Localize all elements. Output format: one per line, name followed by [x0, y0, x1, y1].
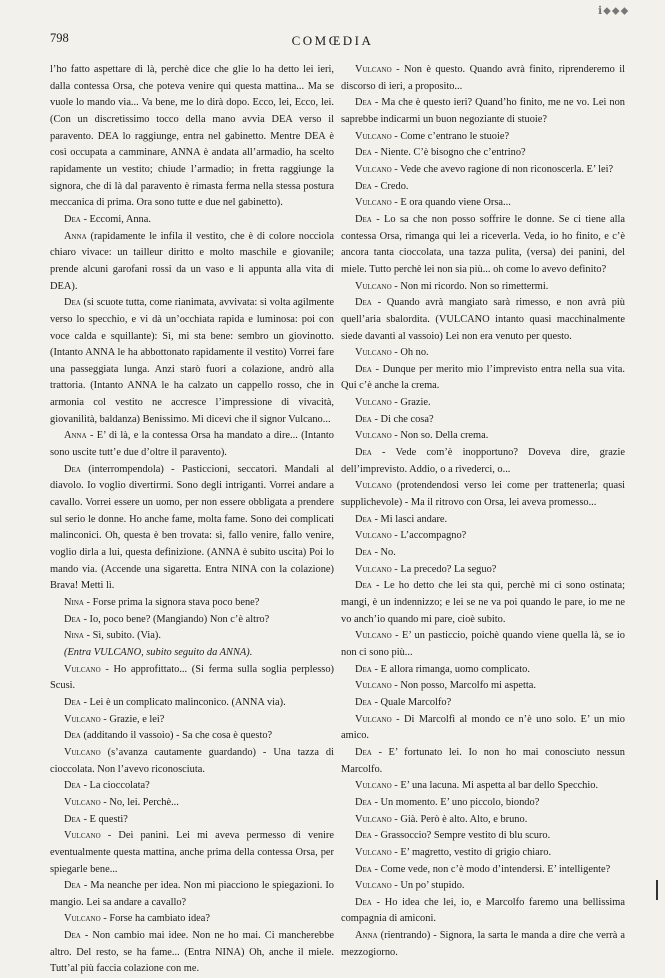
dialogue-line	[50, 778, 334, 795]
line-text: (interrompendola) - Pasticcioni, seccatori. Mandali al diavolo. Io voglio divertirmi. Sono degli intriganti. Vorrei andare a cavallo. Vorrei essere un uomo, per non essere obbligata a prendere sul serio le donne. Ho anche fame, molta fame. Sono dei complicati malinconici. Oh, questa è ben trovata: sì, fallo venire, fallo venire, voglio dirla a lui, questa definizione. (ANNA è subito uscita) Poi lo mando via. (Accende una sigaretta. Entra NINA con la colazione) Brava! Metti lì.	[50, 463, 334, 592]
dialogue-line	[341, 745, 625, 778]
line-text: - Un po’ stupido.	[391, 880, 465, 892]
dialogue-line	[50, 795, 334, 812]
speaker-name: Dea	[64, 613, 81, 625]
speaker-name: Vulcano	[355, 680, 392, 692]
line-text: (si scuote tutta, come rianimata, avvivata: si volta agilmente verso lo specchio, e vi dà un’occhiata rapida e luminosa: poi con voce calda e squillante): Sì, mi sta bene: sembro un giovinotto. (Intanto ANNA le ha abbottonato rapidamente il vestito) Vorrei fare una passeggiata lunga. Anzi starò fuori a colazione, andrò alla trattoria. (Intanto ANNA le ha calzato un cappello rosso, che in armonia col vestito ne accresce l’impressione di vivacità, giovanilità, baldanza) Benissimo. Mi dicevi che il signor Vulcano...	[50, 297, 334, 425]
line-text: - E’ un pasticcio, poichè quando viene quella là, se io non ci sono più...	[341, 630, 625, 658]
speaker-name: Dea	[355, 696, 372, 708]
speaker-name: Dea	[355, 447, 372, 459]
dialogue-line	[341, 212, 625, 279]
dialogue-line	[50, 295, 334, 428]
line-text: - Non posso, Marcolfo mi aspetta.	[391, 680, 536, 692]
speaker-name: Dea	[64, 213, 81, 225]
speaker-name: Dea	[355, 547, 372, 559]
line-text: (additando il vassoio) - Sa che cosa è questo?	[80, 730, 273, 742]
speaker-name: Dea	[355, 363, 372, 375]
line-text: - Forse ha cambiato idea?	[100, 913, 211, 925]
line-text: - Come vede, non c’è modo d’intendersi. E’ intelligente?	[371, 863, 611, 875]
page-number: 798	[50, 31, 69, 45]
line-text: - E’ fortunato lei. Io non ho mai conosciuto nessun Marcolfo.	[341, 746, 625, 775]
speaker-name: Dea	[355, 180, 372, 192]
line-text: - Quale Marcolfo?	[371, 696, 452, 708]
dialogue-line	[341, 145, 625, 162]
speaker-name: Vulcano	[355, 530, 392, 542]
line-text: - E’ una lacuna. Mi aspetta al bar dello Specchio.	[391, 780, 599, 792]
speaker-name: Vulcano	[355, 880, 392, 892]
line-text: - Non è questo. Quando avrà finito, riprenderemo il discorso di ieri, a proposito...	[341, 64, 625, 92]
speaker-name: Vulcano	[64, 796, 101, 808]
dialogue-line	[341, 578, 625, 628]
line-text: - No.	[371, 547, 396, 559]
speaker-name: Vulcano	[355, 163, 392, 175]
dialogue-line	[341, 828, 625, 845]
speaker-name: Dea	[64, 813, 81, 825]
speaker-name: Dea	[64, 780, 81, 792]
dialogue-line	[341, 512, 625, 529]
speaker-name: Vulcano	[64, 663, 101, 675]
dialogue-line	[50, 911, 334, 928]
dialogue-line	[50, 878, 334, 911]
dialogue-line	[341, 279, 625, 296]
dialogue-line	[341, 362, 625, 395]
speaker-name: Vulcano	[355, 280, 392, 292]
speaker-name: Vulcano	[355, 347, 392, 359]
line-text: - Grazie, e lei?	[100, 713, 165, 725]
dialogue-line	[341, 695, 625, 712]
dialogue-line	[341, 562, 625, 579]
dialogue-line	[50, 612, 334, 629]
running-head: COMŒDIA	[291, 33, 374, 48]
dialogue-line	[50, 212, 334, 229]
speaker-name: Nina	[64, 597, 84, 608]
dialogue-line	[341, 678, 625, 695]
line-text: (Entra VULCANO, subito seguito da ANNA).	[64, 646, 253, 658]
dialogue-line	[50, 628, 334, 645]
line-text: - Già. Però è alto. Alto, e bruno.	[391, 813, 528, 825]
speaker-name: Vulcano	[355, 813, 392, 825]
speaker-name: Dea	[355, 97, 372, 109]
dialogue-line	[341, 428, 625, 445]
line-text: - Ho approfittato... (Si ferma sulla soglia perplesso) Scusi.	[50, 663, 334, 692]
dialogue-line	[341, 812, 625, 829]
dialogue-line	[341, 862, 625, 879]
speaker-name: Vulcano	[355, 64, 392, 75]
dialogue-line	[341, 162, 625, 179]
dialogue-line	[341, 528, 625, 545]
corner-mark: ℹ⬥⬥⬥	[598, 5, 630, 17]
line-text: - Dei panini. Lei mi aveva permesso di venire eventualmente questa mattina, anche prima della contessa Orsa, per spiegarle bene...	[50, 830, 334, 875]
line-text: - Dunque per merito mio l’imprevisto entra nella sua vita. Qui c’è anche la crema.	[341, 363, 625, 392]
line-text: - Lo sa che non posso soffrire le donne. Se ci tiene alla contessa Orsa, rimanga qui lei a riceverla. Veda, io ho finito, e c’è ancora tanta cioccolata, una tazza pulita, (versa) dei panini, del miele. Tutto perchè lei non sia più... oh come lo avevo definito?	[341, 213, 625, 275]
line-text: l’ho fatto aspettare di là, perchè dice che glie lo ha detto lei ieri, dalla contessa Orsa, che poteva venire qui questa mattina... Ma se vuole lo mando via... Va bene, me lo dirà dopo. Ecco, lei, Ecco, lei. (Con un discretissimo tocco della mano avvia DEA verso il paravento. DEA lo raggiunge, entra nel gabinetto. Mentre DEA è così occupata a camminare, ANNA è andata all’armadio, ha scelto rapidamente un vestito; chiude l’armadio; in fretta raggiunge la signora, che di là dal paravento è rimasta ferma nella stessa postura meccanica di prima. Ora sono tutte e due nel gabinetto).	[50, 64, 334, 209]
line-text: - Mi lasci andare.	[371, 513, 448, 525]
line-text: - E’ di là, e la contessa Orsa ha mandato a dire... (Intanto sono uscite tutt’e due d’oltre il paravento).	[50, 430, 334, 459]
dialogue-line	[341, 295, 625, 345]
line-text: - Vede che avevo ragione di non riconoscerla. E’ lei?	[391, 163, 614, 175]
dialogue-line	[341, 345, 625, 362]
speaker-name: Dea	[355, 796, 372, 808]
speaker-name: Vulcano	[355, 130, 392, 142]
dialogue-line	[341, 412, 625, 429]
line-text: - Non so. Della crema.	[391, 430, 489, 442]
dialogue-line	[341, 545, 625, 562]
speaker-name: Vulcano	[355, 480, 392, 492]
speaker-name: Dea	[64, 930, 81, 942]
speaker-name: Dea	[64, 730, 81, 742]
dialogue-line	[341, 62, 625, 95]
line-text: - Forse prima la signora stava poco bene?	[83, 597, 260, 608]
line-text: - La cioccolata?	[80, 780, 150, 792]
speaker-name: Anna	[355, 930, 378, 942]
line-text: - L’accompagno?	[391, 530, 467, 542]
line-text: - Vede com’è inopportuno? Doveva dire, grazie dell’imprevisto. Addio, o a rivederci, o...	[341, 447, 625, 475]
dialogue-line	[341, 478, 625, 511]
dialogue-line	[341, 445, 625, 478]
line-text: - Grazie.	[391, 397, 431, 409]
dialogue-line	[341, 195, 625, 212]
line-text: - Sì, subito. (Via).	[83, 630, 161, 642]
speaker-name: Dea	[355, 580, 372, 592]
dialogue-line	[341, 628, 625, 661]
dialogue-line	[50, 595, 334, 612]
line-text: - Niente. C’è bisogno che c’entrino?	[371, 147, 526, 159]
line-text: - Di Marcolfi al mondo ce n’è uno solo. E’ un mio amico.	[341, 713, 625, 742]
speaker-name: Dea	[355, 896, 372, 908]
line-text: - E’ magretto, vestito di grigio chiaro.	[391, 846, 552, 858]
speaker-name: Nina	[64, 630, 84, 642]
line-text: - E allora rimanga, uomo complicato.	[371, 663, 530, 675]
dialogue-line	[50, 928, 334, 978]
speaker-name: Dea	[355, 413, 372, 425]
dialogue-line	[50, 229, 334, 296]
dialogue-line	[50, 462, 334, 595]
line-text: - No, lei. Perchè...	[100, 796, 179, 808]
line-text: - Quando avrà mangiato sarà rimesso, e non avrà più quell’aria sbalordita. (VULCANO intanto quasi macchinalmente siede davanti al vassoio) Lei non era venuto per questo.	[341, 297, 625, 342]
speaker-name: Vulcano	[355, 197, 392, 209]
speaker-name: Dea	[64, 696, 81, 708]
speaker-name: Dea	[64, 463, 81, 475]
line-text: - Oh no.	[391, 347, 429, 359]
line-text: - Un momento. E’ uno piccolo, biondo?	[371, 796, 540, 808]
line-text: - Ma neanche per idea. Non mi piacciono le spiegazioni. Io mangio. Lei sa andare a cavallo?	[50, 880, 334, 908]
speaker-name: Dea	[355, 746, 372, 758]
line-text: (s’avanza cautamente guardando) - Una tazza di cioccolata. Non l’avevo riconosciuta.	[50, 746, 334, 775]
speaker-name: Vulcano	[64, 913, 101, 925]
continued-paragraph	[50, 62, 334, 212]
right-column	[341, 62, 625, 961]
stage-direction	[50, 645, 334, 662]
speaker-name: Vulcano	[355, 430, 392, 442]
line-text: - Eccomi, Anna.	[80, 213, 151, 225]
line-text: - Credo.	[371, 180, 409, 192]
speaker-name: Dea	[355, 147, 372, 159]
dialogue-line	[50, 728, 334, 745]
speaker-name: Dea	[355, 830, 372, 842]
line-text: - Grassoccio? Sempre vestito di blu scuro.	[371, 830, 551, 842]
dialogue-line	[341, 395, 625, 412]
page-edge-mark	[656, 880, 658, 900]
dialogue-line	[341, 129, 625, 146]
dialogue-line	[341, 662, 625, 679]
dialogue-line	[341, 712, 625, 745]
line-text: - Ho idea che lei, io, e Marcolfo faremo una bellissima compagnia di amiconi.	[341, 896, 625, 925]
dialogue-line	[341, 179, 625, 196]
dialogue-line	[50, 662, 334, 695]
line-text: - Come c’entrano le stuoie?	[391, 130, 510, 142]
dialogue-line	[50, 712, 334, 729]
speaker-name: Vulcano	[64, 830, 101, 842]
speaker-name: Vulcano	[355, 397, 392, 409]
speaker-name: Vulcano	[355, 846, 392, 858]
speaker-name: Dea	[355, 513, 372, 525]
left-column	[50, 62, 334, 978]
speaker-name: Vulcano	[355, 780, 392, 792]
dialogue-line	[341, 778, 625, 795]
line-text: - Non cambio mai idee. Non ne ho mai. Ci mancherebbe altro. Del resto, se ha fame... (Entra NINA) Oh, anche il miele. Tutt’al più faccia colazione con me.	[50, 930, 334, 975]
line-text: (rientrando) - Signora, la sarta le manda a dire che verrà a mezzogiorno.	[341, 930, 625, 958]
line-text: - Ma che è questo ieri? Quand’ho finito, me ne vo. Lei non saprebbe indicarmi un buon negoziante di stuoie?	[341, 97, 625, 125]
line-text: - La precedo? La seguo?	[391, 563, 497, 575]
speaker-name: Dea	[355, 297, 372, 309]
line-text: (rapidamente le infila il vestito, che è di colore nocciola chiaro vivace: un tailleur diritto e molto maschile e giovanile; prende alcuni garofani rossi da un vaso e li appunta alla vita di DEA).	[50, 230, 334, 292]
dialogue-line	[341, 928, 625, 961]
dialogue-line	[341, 95, 625, 128]
speaker-name: Vulcano	[355, 563, 392, 575]
dialogue-line	[50, 745, 334, 778]
speaker-name: Dea	[64, 297, 81, 309]
line-text: - Di che cosa?	[371, 413, 434, 425]
dialogue-line	[50, 695, 334, 712]
dialogue-line	[341, 878, 625, 895]
line-text: - Non mi ricordo. Non so rimettermi.	[391, 280, 549, 292]
speaker-name: Anna	[64, 230, 87, 242]
speaker-name: Dea	[355, 213, 372, 225]
speaker-name: Anna	[64, 430, 87, 442]
dialogue-line	[50, 428, 334, 461]
dialogue-line	[50, 812, 334, 829]
speaker-name: Vulcano	[355, 713, 392, 725]
line-text: - Le ho detto che lei sta qui, perchè mi ci sono ostinata; mangi, è un indennizzo; e lei se ne va poi quando le pare, io me ne vo anch’io quando mi pare, cioè subito.	[341, 580, 625, 625]
speaker-name: Vulcano	[64, 713, 101, 725]
dialogue-line	[341, 795, 625, 812]
line-text: - E ora quando viene Orsa...	[391, 197, 511, 209]
speaker-name: Vulcano	[355, 630, 392, 642]
dialogue-line	[341, 845, 625, 862]
speaker-name: Dea	[355, 663, 372, 675]
line-text: - Io, poco bene? (Mangiando) Non c’è altro?	[80, 613, 270, 625]
speaker-name: Vulcano	[64, 746, 101, 758]
speaker-name: Dea	[355, 863, 372, 875]
dialogue-line	[50, 828, 334, 878]
line-text: (protendendosi verso lei come per trattenerla; quasi supplichevole) - Ma il ritrovo con Orsa, lei aveva promesso...	[341, 480, 625, 509]
speaker-name: Dea	[64, 880, 81, 892]
line-text: - Lei è un complicato malinconico. (ANNA via).	[80, 696, 286, 708]
line-text: - E questi?	[80, 813, 128, 825]
